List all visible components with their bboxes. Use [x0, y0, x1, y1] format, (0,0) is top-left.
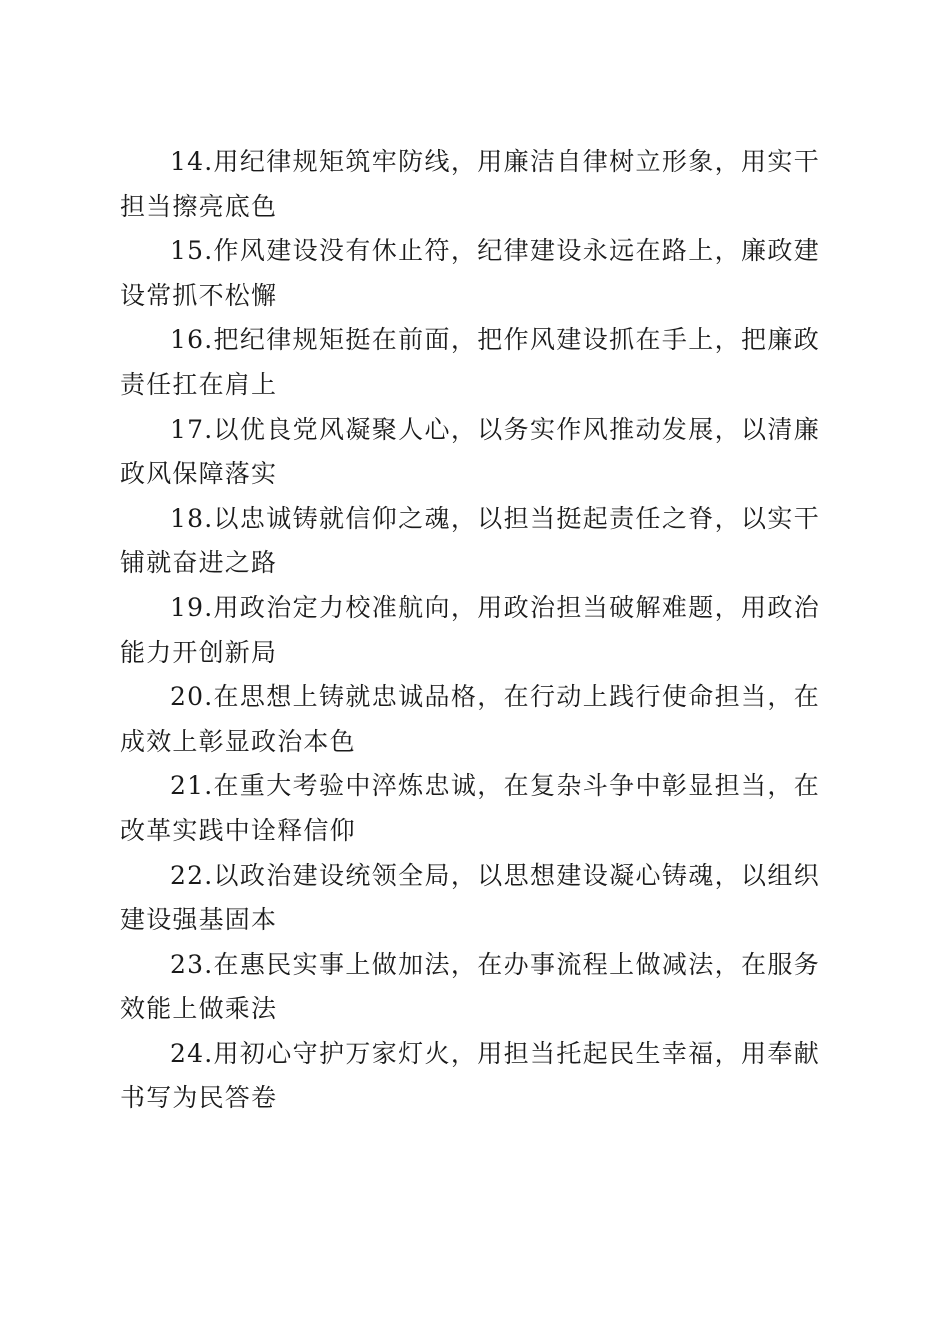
document-body — [120, 140, 820, 1121]
paragraph-23: 23.在惠民实事上做加法，在办事流程上做减法，在服务效能上做乘法 — [120, 949, 820, 1024]
paragraph-24: 24.用初心守护万家灯火，用担当托起民生幸福，用奉献书写为民答卷 — [120, 1038, 820, 1113]
paragraph-16: 16.把纪律规矩挺在前面，把作风建设抓在手上，把廉政责任扛在肩上 — [120, 325, 820, 399]
paragraph-22: 22.以政治建设统领全局，以思想建设凝心铸魂，以组织建设强基固本 — [120, 860, 820, 935]
paragraph-20: 20.在思想上铸就忠诚品格，在行动上践行使命担当，在成效上彰显政治本色 — [120, 682, 820, 756]
paragraph-21: 21.在重大考验中淬炼忠诚，在复杂斗争中彰显担当，在改革实践中诠释信仰 — [120, 771, 820, 845]
paragraph-15: 15.作风建设没有休止符，纪律建设永远在路上，廉政建设常抓不松懈 — [120, 236, 820, 310]
paragraph-14: 14.用纪律规矩筑牢防线，用廉洁自律树立形象，用实干担当擦亮底色 — [120, 147, 820, 221]
paragraph-17: 17.以优良党风凝聚人心，以务实作风推动发展，以清廉政风保障落实 — [120, 414, 820, 489]
paragraph-19: 19.用政治定力校准航向，用政治担当破解难题，用政治能力开创新局 — [120, 592, 820, 667]
paragraph-18: 18.以忠诚铸就信仰之魂，以担当挺起责任之脊，以实干铺就奋进之路 — [120, 503, 820, 578]
